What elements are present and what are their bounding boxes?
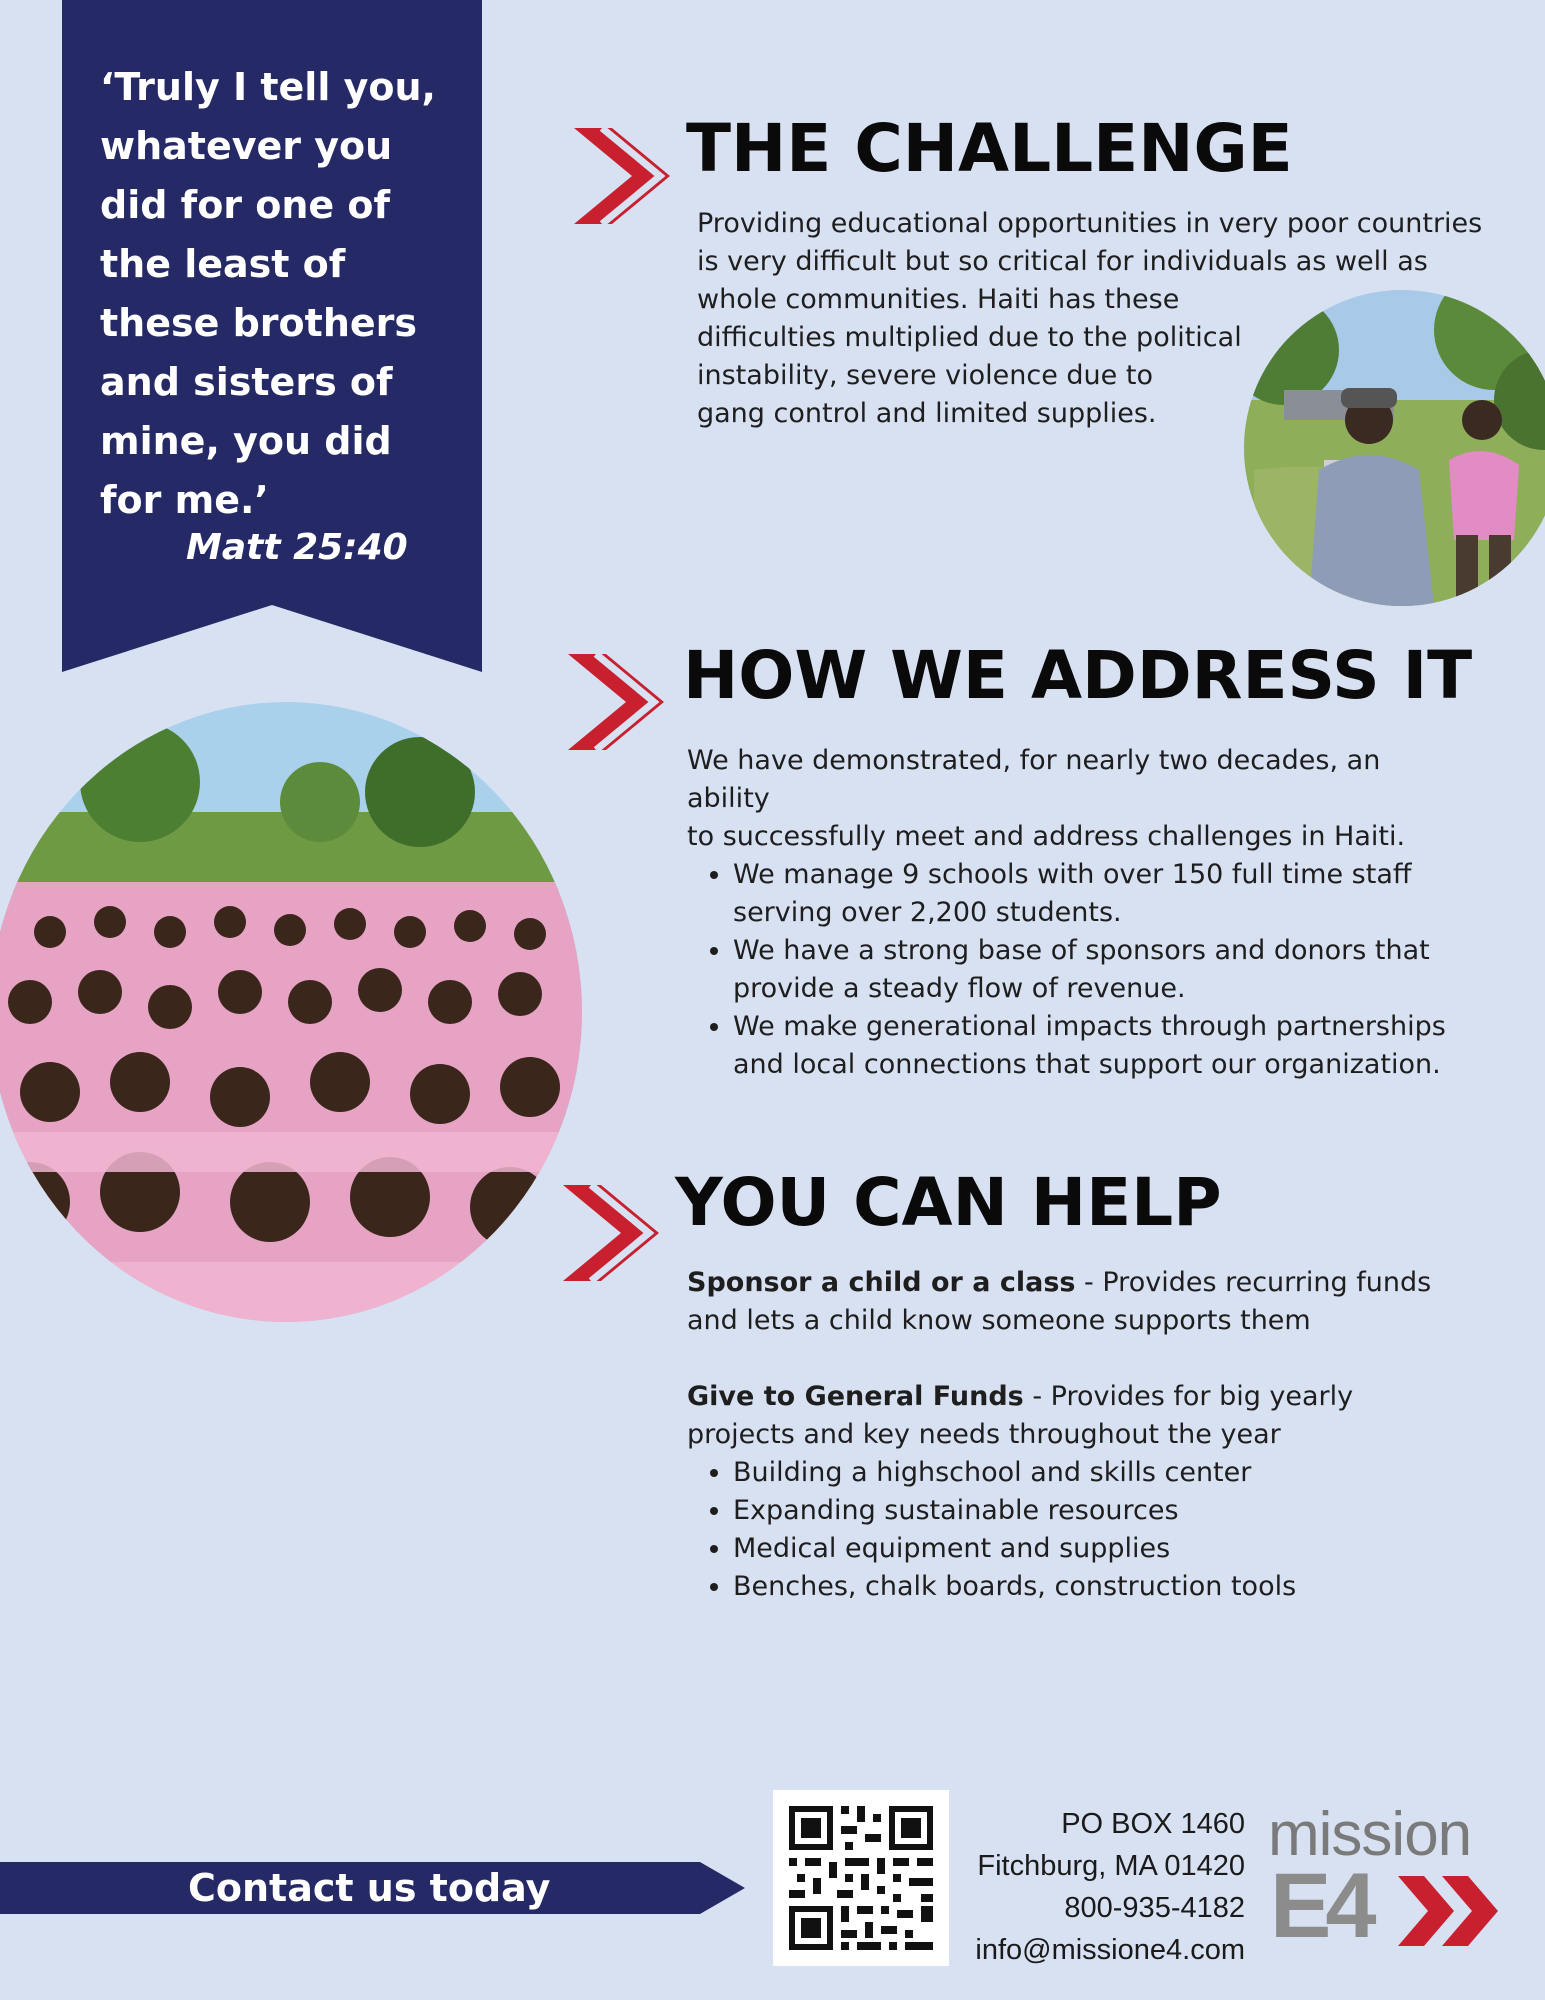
chevron-icon <box>566 126 676 226</box>
bullet-item: • Building a highschool and skills center <box>733 1454 1457 1492</box>
logo-e4-mark: E4 <box>1270 1855 1371 1957</box>
scripture-quote <box>100 58 460 530</box>
bullet-item: • We have a strong base of sponsors and donors that provide a steady flow of revenue. <box>733 932 1447 1008</box>
email-address[interactable]: info@missione4.com <box>975 1934 1245 1966</box>
photo-man-and-child <box>1244 290 1545 606</box>
challenge-line: is very difficult but so critical for individuals as well as <box>697 246 1428 277</box>
quote-line: these brothers <box>100 301 418 345</box>
quote-line: for me.’ <box>100 478 269 522</box>
chevron-icon <box>555 1183 665 1283</box>
address-bullets <box>687 856 1447 1084</box>
po-box: PO BOX 1460 <box>1061 1808 1245 1840</box>
challenge-line: instability, severe violence due to <box>697 360 1153 391</box>
general-text: - Provides for big yearly projects and key needs throughout the year <box>687 1381 1354 1450</box>
qr-code[interactable] <box>773 1790 949 1966</box>
challenge-line: difficulties multiplied due to the political <box>697 322 1242 353</box>
address-line: to successfully meet and address challenges in Haiti. <box>687 821 1406 852</box>
quote-line: whatever you <box>100 124 393 168</box>
help-bullets <box>687 1454 1457 1606</box>
help-title: YOU CAN HELP <box>675 1164 1222 1241</box>
bullet-item: • Medical equipment and supplies <box>733 1530 1457 1568</box>
help-text <box>687 1264 1457 1606</box>
challenge-title: THE CHALLENGE <box>686 110 1293 187</box>
phone-number[interactable]: 800-935-4182 <box>1064 1892 1245 1924</box>
sponsor-label: Sponsor a child or a class <box>687 1267 1076 1298</box>
city-state-zip: Fitchburg, MA 01420 <box>977 1850 1245 1882</box>
bullet-item: • We manage 9 schools with over 150 full time staff serving over 2,200 students. <box>733 856 1447 932</box>
quote-line: and sisters of <box>100 360 393 404</box>
address-text <box>687 742 1447 1084</box>
sponsor-paragraph <box>687 1264 1457 1340</box>
qr-code-icon <box>773 1790 949 1966</box>
general-label: Give to General Funds <box>687 1381 1024 1412</box>
challenge-line: gang control and limited supplies. <box>697 398 1157 429</box>
mailing-address <box>975 1803 1245 1971</box>
quote-line: ‘Truly I tell you, <box>100 65 436 109</box>
logo-wordmark: mission <box>1268 1800 1472 1869</box>
chevron-icon <box>560 652 670 752</box>
bullet-item: • Benches, chalk boards, construction tools <box>733 1568 1457 1606</box>
general-paragraph <box>687 1378 1457 1454</box>
quote-line: mine, you did <box>100 419 392 463</box>
contact-cta[interactable]: Contact us today <box>188 1866 551 1910</box>
address-title: HOW WE ADDRESS IT <box>683 637 1473 714</box>
challenge-line: Providing educational opportunities in very poor countries <box>697 208 1483 239</box>
bullet-item: • Expanding sustainable resources <box>733 1492 1457 1530</box>
photo-schoolchildren <box>0 702 582 1322</box>
mission-e4-logo <box>1268 1800 1508 1957</box>
quote-line: the least of <box>100 242 346 286</box>
logo-chevron-icon <box>1398 1876 1508 1946</box>
quote-line: did for one of <box>100 183 391 227</box>
sponsor-text: - Provides recurring funds and lets a child know someone supports them <box>687 1267 1432 1336</box>
quote-reference: Matt 25:40 <box>186 527 408 568</box>
bullet-item: • We make generational impacts through partnerships and local connections that support our organization. <box>733 1008 1447 1084</box>
challenge-line: whole communities. Haiti has these <box>697 284 1180 315</box>
address-line: We have demonstrated, for nearly two decades, an ability <box>687 745 1381 814</box>
